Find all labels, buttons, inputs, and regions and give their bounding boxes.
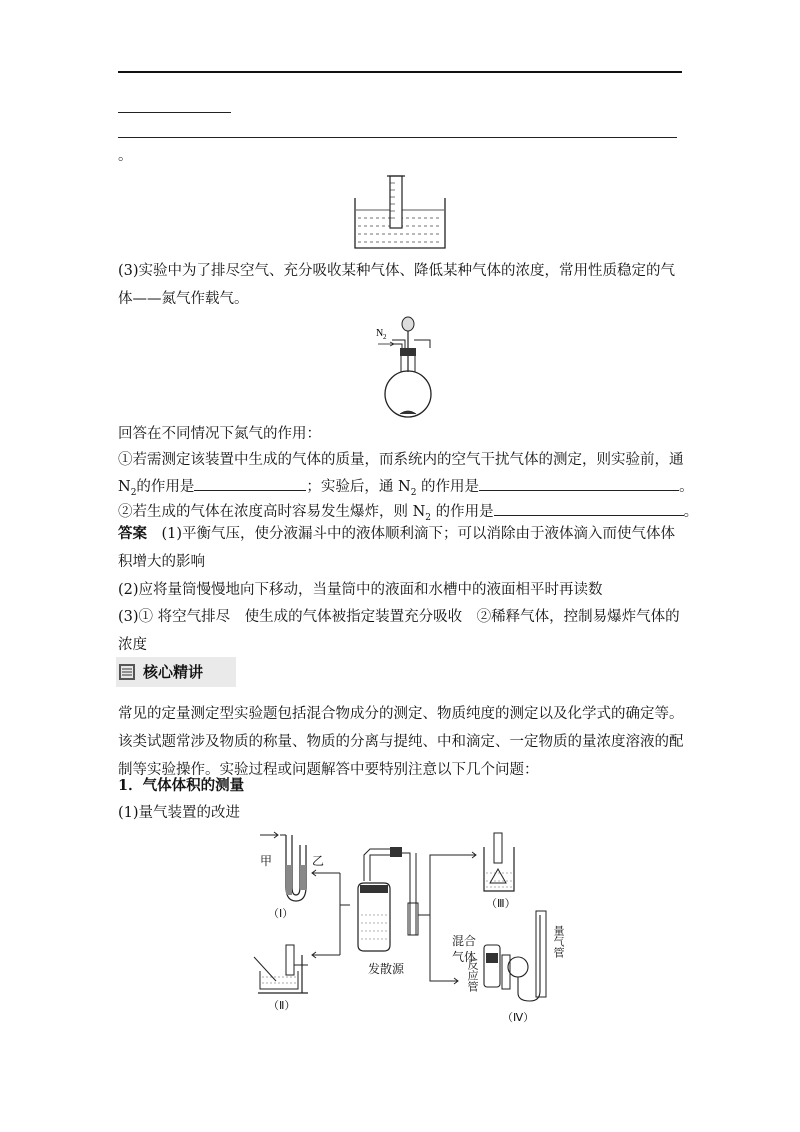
sentence-end-mark: 。 bbox=[118, 148, 133, 164]
label-ii: （Ⅱ） bbox=[268, 1000, 296, 1012]
n2-label: N bbox=[376, 328, 384, 339]
label-source: 发散源 bbox=[368, 962, 405, 976]
answer-1: 答案 (1)平衡气压，使分液漏斗中的液体顺利滴下；可以消除由于液体滴入而使气体体积增大的影响 bbox=[118, 525, 676, 570]
answer-3: (3)① 将空气排尽 使生成的气体被指定装置充分吸收 ②稀释气体，控制易爆炸气体的浓度 bbox=[118, 609, 680, 653]
question-2: ②若生成的气体在浓度高时容易发生爆炸，则 $N_2$ 的作用是 。 bbox=[118, 499, 698, 529]
subsection-heading: 1．气体体积的测量 bbox=[118, 777, 245, 794]
section-intro: 常见的定量测定型实验题包括混合物成分的测定、物质纯度的测定以及化学式的确定等。该类试题常涉及物质的称量、物质的分离与提纯、中和滴定、一定物质的量浓度溶液的配制等实验操作。实验过程或问题解答中要特别注意以下几个问题： bbox=[118, 706, 684, 778]
header-rule bbox=[118, 71, 682, 73]
part3-intro: (3)实验中为了排尽空气、充分吸收某种气体、降低某种气体的浓度，常用性质稳定的气体——氮气作载气。 bbox=[118, 263, 676, 307]
answer-label: 答案 bbox=[118, 525, 147, 542]
label-iv: （Ⅳ） bbox=[502, 1012, 535, 1024]
label-reaction-tube: 反应管 bbox=[466, 959, 478, 992]
part3-prompt: 回答在不同情况下氮气的作用： bbox=[118, 426, 321, 442]
measuring-cylinder-figure bbox=[350, 168, 450, 253]
section-title: 核心精讲 bbox=[143, 663, 204, 681]
fill-blank bbox=[494, 499, 684, 516]
svg-text:2: 2 bbox=[383, 333, 387, 341]
question-1-line-b: $N_2$的作用是 ；实验后，通 $N_2$ 的作用是 。 bbox=[118, 474, 694, 504]
label-mixed-gas-1: 混合 bbox=[452, 934, 477, 948]
label-burette: 量气管 bbox=[552, 925, 564, 958]
label-yi: 乙 bbox=[312, 854, 325, 868]
section-heading-icon bbox=[119, 664, 135, 680]
label-iii: （Ⅲ） bbox=[486, 898, 516, 910]
label-mixed-gas-2: 气体 bbox=[452, 950, 477, 964]
label-i: （Ⅰ） bbox=[268, 908, 294, 920]
label-jia: 甲 bbox=[260, 854, 273, 868]
fill-blank bbox=[479, 474, 679, 491]
answer-blank-short bbox=[118, 112, 231, 113]
gas-measuring-apparatus-diagram bbox=[240, 825, 570, 1030]
nitrogen-flask-figure bbox=[370, 312, 450, 418]
answer-blank-long bbox=[118, 137, 677, 138]
answer-2: (2)应将量筒慢慢地向下移动，当量筒中的液面和水槽中的液面相平时再读数 bbox=[118, 582, 603, 598]
question-1-line-a: ①若需测定该装置中生成的气体的质量，而系统内的空气干扰气体的测定，则实验前，通 bbox=[118, 452, 684, 468]
fill-blank bbox=[194, 474, 306, 491]
subsection-subheading: (1)量气装置的改进 bbox=[118, 805, 241, 821]
